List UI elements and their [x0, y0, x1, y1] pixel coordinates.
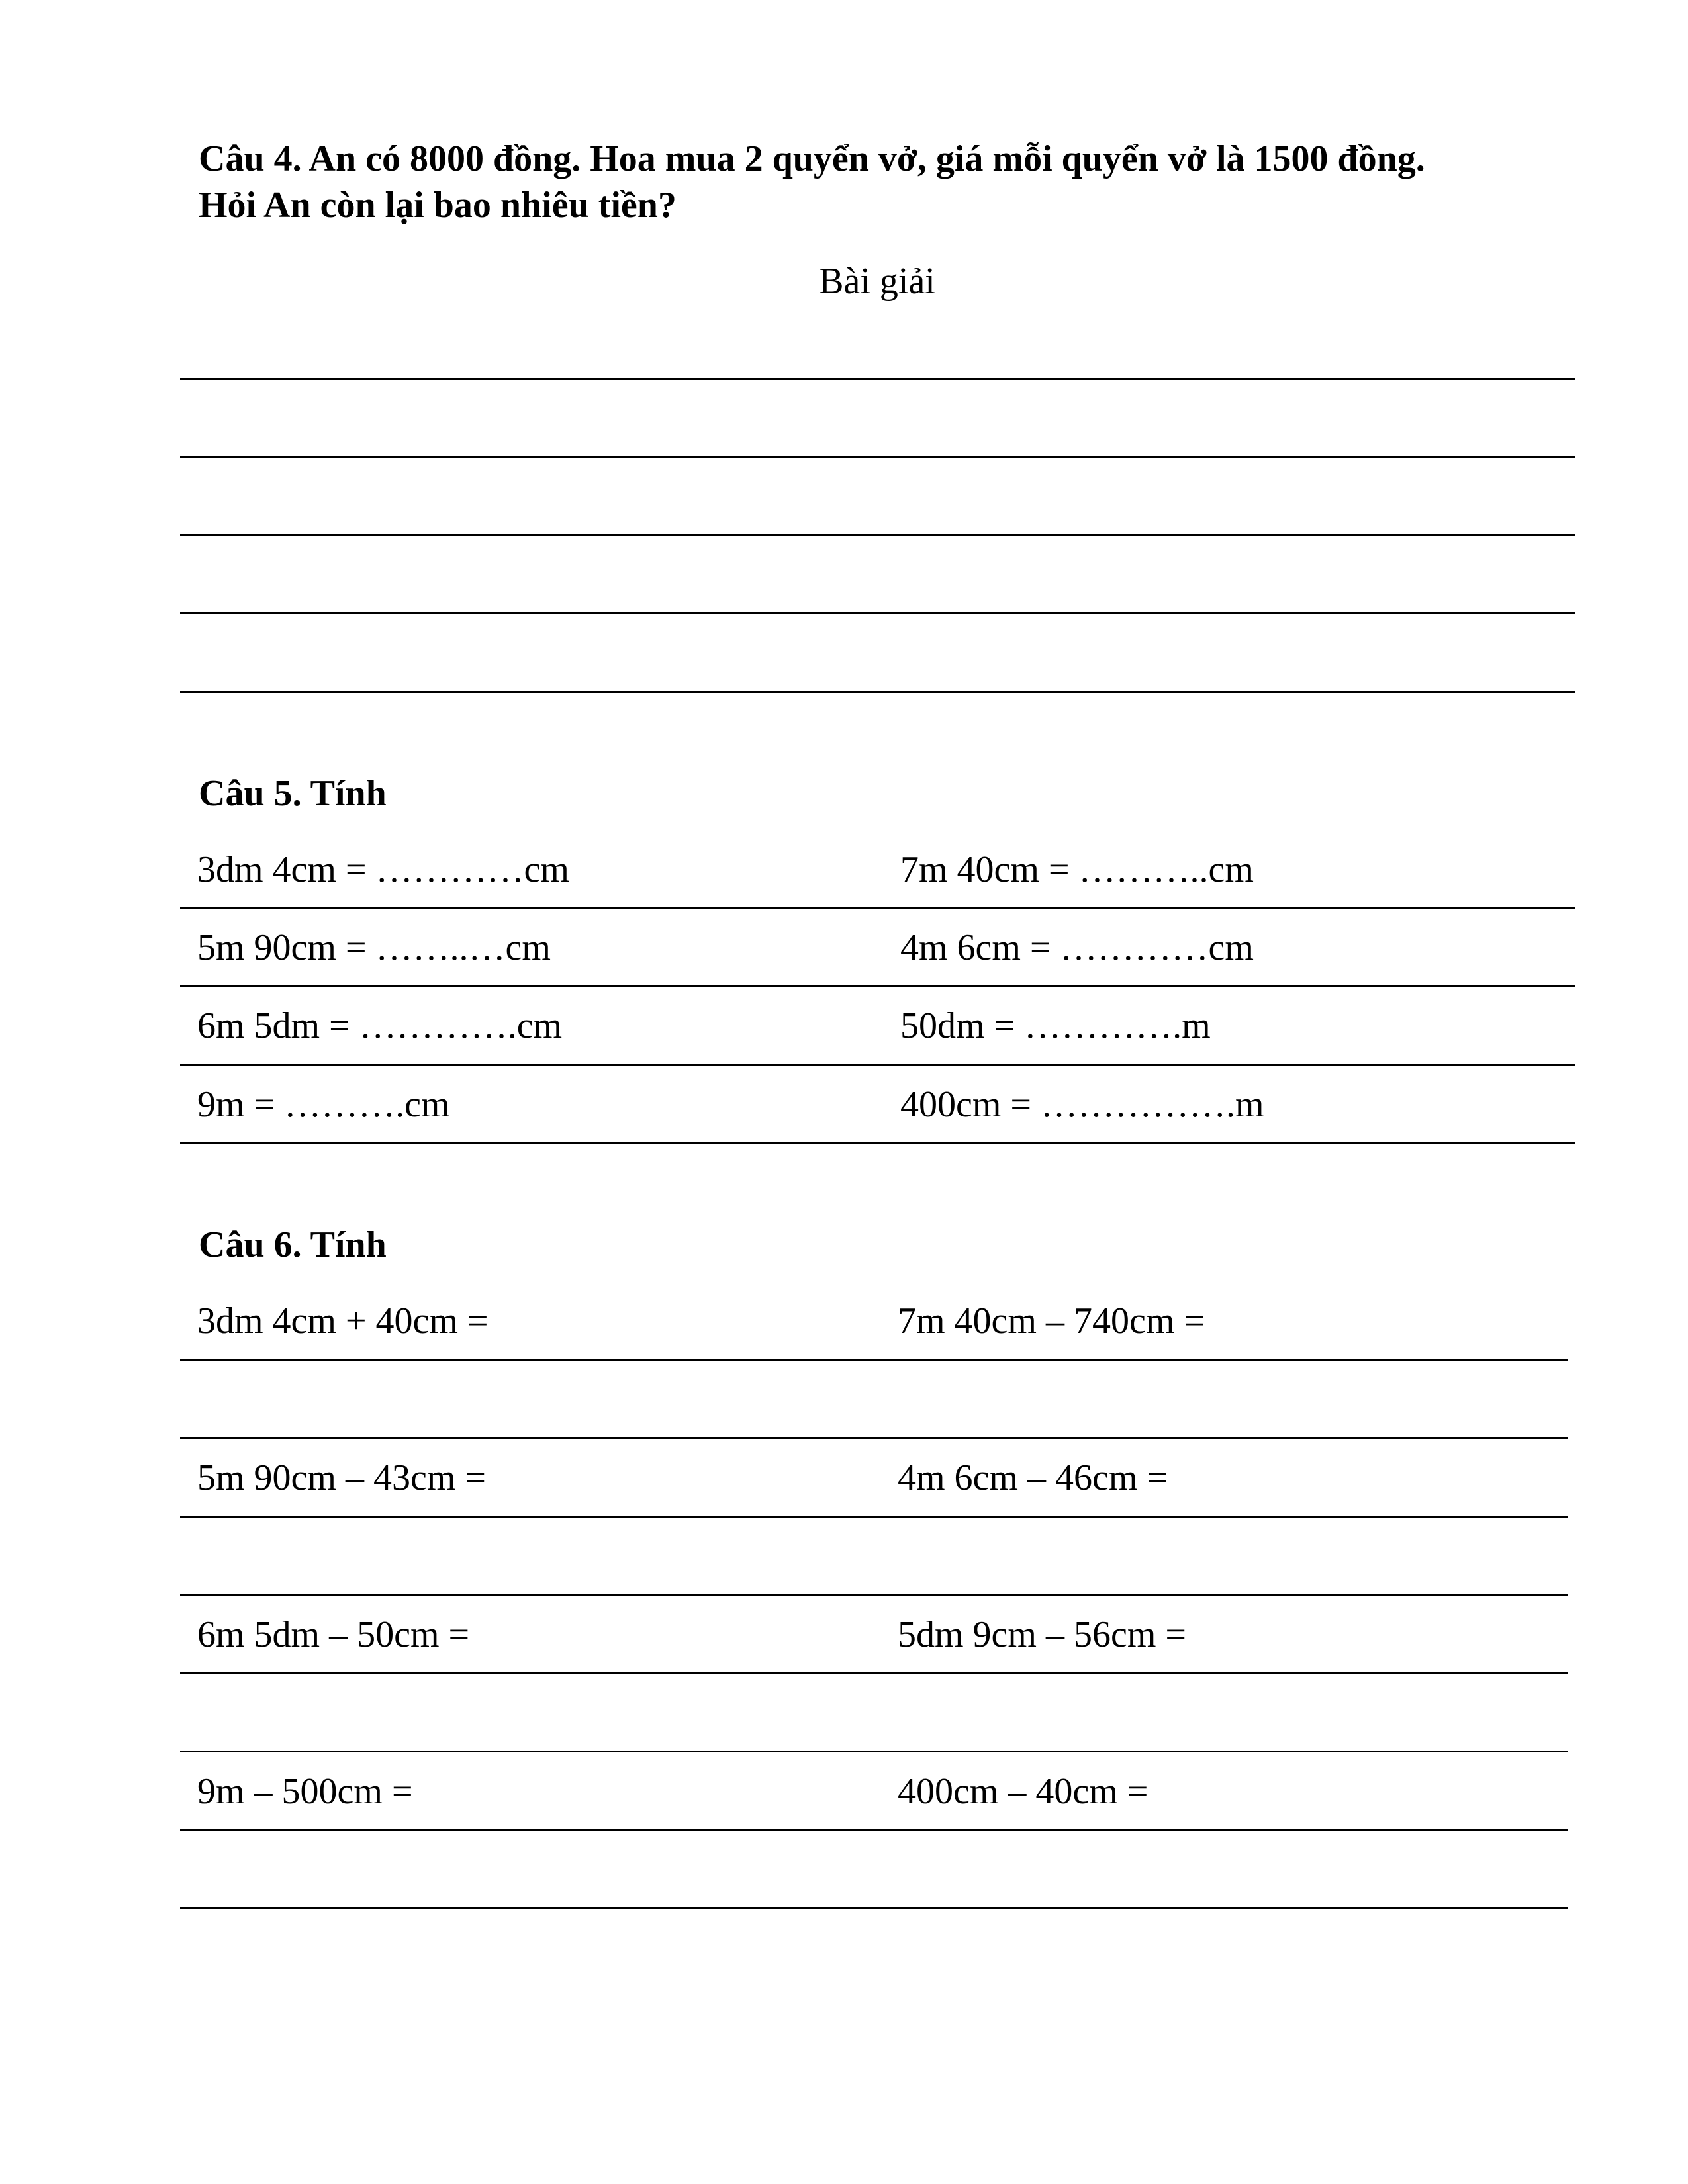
- answer-line-2: [180, 456, 1575, 458]
- q6-title: Câu 6. Tính: [199, 1224, 387, 1265]
- q6-line-1: [180, 1359, 1568, 1361]
- q5-row-1-right: 7m 40cm = ………..cm: [900, 849, 1254, 890]
- q6-line-4: [180, 1594, 1568, 1596]
- q4-line-1: Câu 4. An có 8000 đồng. Hoa mua 2 quyển vở, giá mỗi quyển vở là 1500 đồng.: [199, 138, 1425, 179]
- q6-line-3: [180, 1516, 1568, 1518]
- q5-row-4-left: 9m = ……….cm: [197, 1084, 450, 1125]
- q5-row-divider-1: [180, 907, 1575, 909]
- q5-row-2-left: 5m 90cm = ……..…cm: [197, 927, 551, 968]
- q6-line-6: [180, 1751, 1568, 1752]
- answer-line-3: [180, 534, 1575, 536]
- q5-row-1-left: 3dm 4cm = …………cm: [197, 849, 569, 890]
- q4-solution-label: Bài giải: [819, 261, 935, 302]
- q6-row-2-right: 4m 6cm – 46cm =: [898, 1457, 1168, 1498]
- q6-row-1-left: 3dm 4cm + 40cm =: [197, 1300, 489, 1342]
- q5-row-divider-4: [180, 1142, 1575, 1144]
- q6-line-5: [180, 1672, 1568, 1674]
- q5-row-3-right: 50dm = ………….m: [900, 1005, 1211, 1046]
- q5-row-divider-2: [180, 985, 1575, 987]
- answer-line-5: [180, 691, 1575, 693]
- q6-row-4-right: 400cm – 40cm =: [898, 1771, 1149, 1812]
- q6-line-2: [180, 1437, 1568, 1439]
- answer-line-4: [180, 612, 1575, 614]
- q6-line-7: [180, 1829, 1568, 1831]
- q5-row-4-right: 400cm = …………….m: [900, 1084, 1264, 1125]
- answer-line-1: [180, 378, 1575, 380]
- q5-row-3-left: 6m 5dm = ………….cm: [197, 1005, 563, 1046]
- q5-row-divider-3: [180, 1064, 1575, 1066]
- q6-row-1-right: 7m 40cm – 740cm =: [898, 1300, 1205, 1342]
- q6-row-4-left: 9m – 500cm =: [197, 1771, 413, 1812]
- q5-title: Câu 5. Tính: [199, 773, 387, 814]
- q6-row-3-left: 6m 5dm – 50cm =: [197, 1614, 470, 1655]
- q6-row-3-right: 5dm 9cm – 56cm =: [898, 1614, 1186, 1655]
- q6-row-2-left: 5m 90cm – 43cm =: [197, 1457, 486, 1498]
- q4-line-2: Hỏi An còn lại bao nhiêu tiền?: [199, 185, 677, 226]
- q5-row-2-right: 4m 6cm = …………cm: [900, 927, 1254, 968]
- q6-line-8: [180, 1907, 1568, 1909]
